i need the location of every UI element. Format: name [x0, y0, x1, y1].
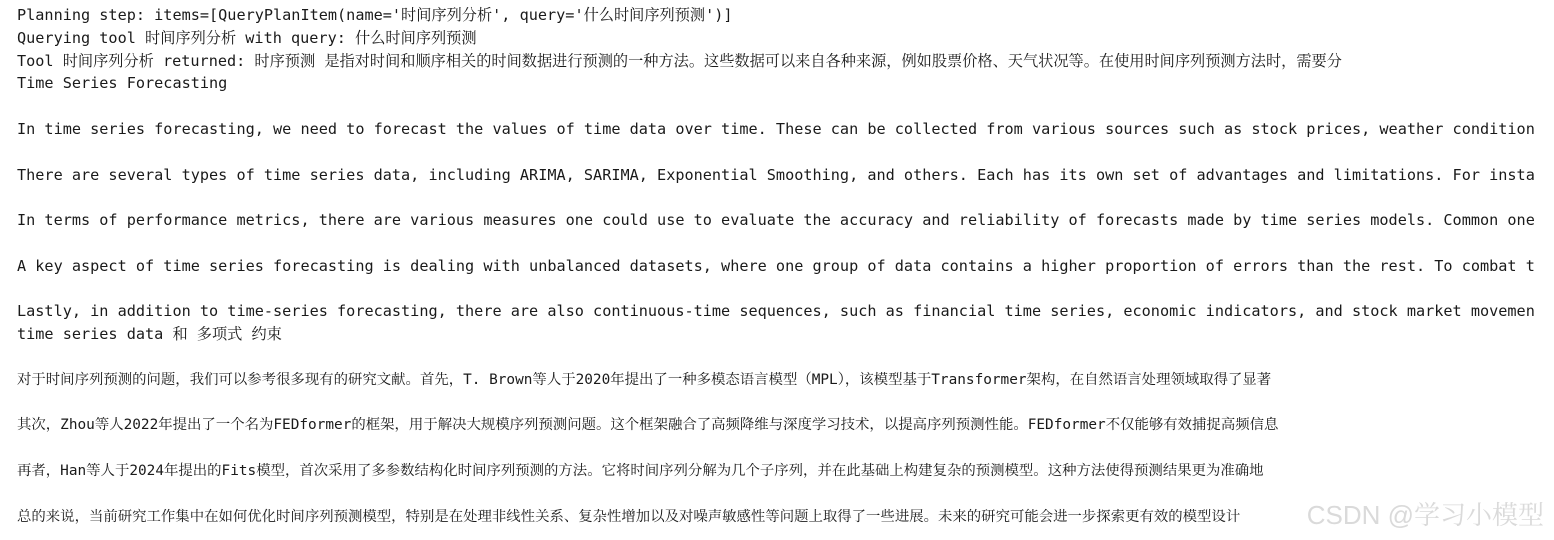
output-heading-line: Time Series Forecasting — [17, 74, 228, 93]
chinese-paragraph-line: 再者，Han等人于2024年提出的Fits模型，首次采用了多参数结构化时间序列预测的方法。它将时间序列分解为几个子序列，并在此基础上构建复杂的预测模型。这种方法使得预测结果更为准确地 — [17, 462, 1264, 479]
blank-line — [17, 141, 1554, 164]
blank-line — [17, 186, 1554, 209]
console-output — [17, 4, 1554, 540]
chinese-paragraph-line: 其次，Zhou等人2022年提出了一个名为FEDformer的框架，用于解决大规模序列预测问题。这个框架融合了高频降维与深度学习技术，以提高序列预测性能。FEDformer不仅能够有效捕捉高频信息 — [17, 417, 1279, 434]
planning-step-line: Planning step: items=[QueryPlanItem(name='时间序列分析', query='什么时间序列预测')] — [17, 6, 733, 24]
output-paragraph-line: There are several types of time series data, including ARIMA, SARIMA, Exponential Smoothing, and others. Each has its own set of advantages and limitations. For insta — [17, 165, 1535, 184]
blank-line — [17, 278, 1554, 301]
chinese-paragraph-line: 对于时间序列预测的问题，我们可以参考很多现有的研究文献。首先，T. Brown等人于2020年提出了一种多模态语言模型（MPL），该模型基于Transformer架构，在自然语言处理领域取得了显著 — [17, 371, 1272, 388]
output-paragraph-line: In terms of performance metrics, there are various measures one could use to evaluate the accuracy and reliability of forecasts made by time series models. Common one — [17, 211, 1535, 230]
output-paragraph-line: A key aspect of time series forecasting is dealing with unbalanced datasets, where one group of data contains a higher proportion of errors than the rest. To combat t — [17, 256, 1535, 275]
blank-line — [17, 95, 1554, 118]
chinese-paragraph-line: 总的来说，当前研究工作集中在如何优化时间序列预测模型，特别是在处理非线性关系、复杂性增加以及对噪声敏感性等问题上取得了一些进展。未来的研究可能会进一步探索更有效的模型设计 — [17, 508, 1241, 525]
output-paragraph-line: In time series forecasting, we need to forecast the values of time data over time. These can be collected from various sources such as stock prices, weather condition — [17, 119, 1535, 138]
output-query-line: time series data 和 多项式 约束 — [17, 325, 282, 344]
querying-tool-line: Querying tool 时间序列分析 with query: 什么时间序列预测 — [17, 28, 477, 47]
output-paragraph-line: Lastly, in addition to time-series forecasting, there are also continuous-time sequences, such as financial time series, economic indicators, and stock market movemen — [17, 302, 1535, 321]
tool-returned-line: Tool 时间序列分析 returned: 时序预测 是指对时间和顺序相关的时间数据进行预测的一种方法。这些数据可以来自各种来源，例如股票价格、天气状况等。在使用时间序列预测方法时，需要分 — [17, 51, 1342, 70]
csdn-watermark: CSDN @学习小模型 — [1306, 500, 1544, 530]
blank-line — [17, 232, 1554, 255]
